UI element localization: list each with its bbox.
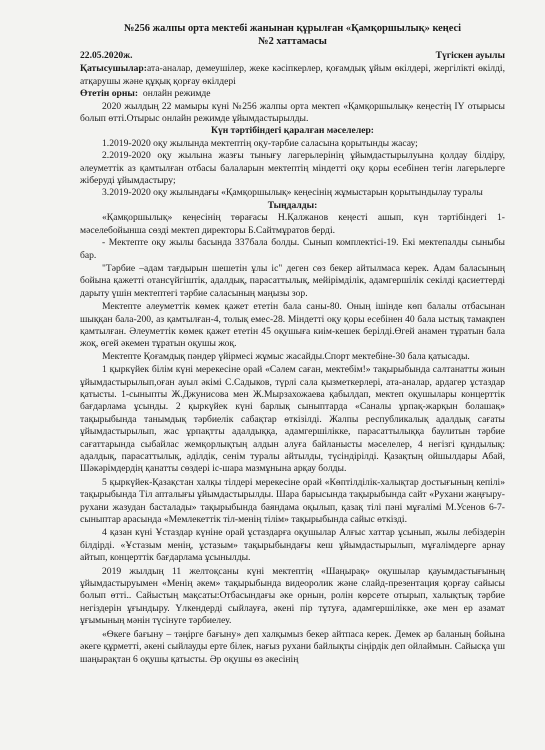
agenda-item-2: 2.2019-2020 оқу жылына жазғы тынығу лагерьлерінің ұйымдастырылуына қолдау білдіру, әлеуметтік аз қамтылған отбасы балаларын мектептің міндетті оқу қоры есебінен тегін лагерьлерге жіберуді ұйымдастыру; bbox=[80, 150, 505, 187]
participants bbox=[80, 63, 505, 88]
body-paragraph-1: «Қамқоршылық» кеңесінің төрағасы Н.Қалжанов кеңесті ашып, күн тәртібіндегі 1-мәселебойынша сөзді мектеп директоры Б.Сайтмұратов берді. bbox=[80, 212, 505, 236]
date-place-row bbox=[80, 50, 505, 62]
agenda-heading: Күн тәртібіндегі қаралған мәселелер: bbox=[210, 125, 374, 137]
meeting-place: Түгіскен ауылы bbox=[435, 50, 505, 61]
protocol-title: №256 жалпы орта мектебі жанынан құрылған «Қамқоршылық» кеңесі bbox=[123, 23, 462, 34]
body-paragraph-4: Мектепте әлеуметтік көмек қажет ететін бала саны-80. Оның ішінде көп балалы отбасынан шыққан бала-200, аз қамтылған-4, толық емес-28. Міндетті оқу қоры есебінен 40 бала ыстық тамақпен қамтылған. Әлеуметтік көмек қажет ететін 45 оқушыға киім-кешек берілді.Өгей анамен тұратын бала жоқ, өгей әкемен тұратын оқушы жоқ. bbox=[80, 301, 505, 350]
agenda-item-3: 3.2019-2020 оқу жылындағы «Қамқоршылық» кеңесінің жұмыстарын қорытындылау туралы bbox=[102, 187, 483, 199]
body-paragraph-3: "Тәрбие –адам тағдырын шешетін ұлы іс" деген сөз бекер айтылмаса керек. Адам баласының бойына қажетті отансүйгіштік, адалдық, парасаттылық, мейірімділік, адамгершілік секілді қасиеттерді дарыту үшін мектептегі тәрбие саласының маңызы зор. bbox=[80, 262, 505, 299]
agenda-item-1: 1.2019-2020 оқу жылында мектептің оқу-тәрбие саласына қорытынды жасау; bbox=[102, 137, 418, 149]
listened-heading: Тыңдалды: bbox=[267, 199, 318, 211]
venue bbox=[80, 88, 505, 100]
body-paragraph-5: Мектепте Қоғамдық пәндер үйірмесі жұмыс жасайды.Спорт мектебіне-30 бала қатысады. bbox=[102, 350, 470, 362]
body-paragraph-8: 4 қазан күні Ұстаздар күніне орай ұстаздарға оқушылар Алғыс хаттар ұсынып, жылы лебіздерін білдірді. «Ұстазым менің, ұстазым» тақырыбындағы кеш ұйымдастырылып, мұғалімдерге арнау айтып, концерттік бағдарлама ұсынылды. bbox=[80, 527, 505, 564]
venue-text: онлайн режимде bbox=[142, 88, 211, 100]
body-paragraph-9: 2019 жылдың 11 желтоқсаны күні мектептің «Шаңырақ» оқушылар қауымдастығының ұйымдастыруымен «Менің әкем» тақырыбында видеоролик және слайд-презентация қорғау сайысы болып өтті.. Сайыстың мақсаты:Отбасындағы әке орнын, ролін көрсете отырып, халықтық тәрбие негіздерін ұғындыру. Үлкендерді сыйлауға, әкені пір тұтуға, адамгершілікке, әке мен ер азамат ұғымының мәнін түсінуге тәрбиелеу. bbox=[80, 565, 505, 627]
participants-text: ата-аналар, демеушілер, жеке кәсіпкерлер, қоғамдық ұйым өкілдері, жергілікті өкілді, атқарушы және құқық қорғау өкілдері bbox=[80, 63, 505, 87]
protocol-number: №2 хаттамасы bbox=[258, 36, 327, 47]
meeting-date: 22.05.2020ж. bbox=[80, 50, 133, 61]
venue-label: Өтетін орны: bbox=[80, 88, 139, 100]
body-paragraph-2: - Мектепте оқу жылы басында 337бала болды. Сынып комплектісі-19. Екі мектепалды сыныбы бар. bbox=[80, 237, 505, 261]
body-paragraph-6: 1 қыркүйек білім күні мерекесіне орай «Сәлем саған, мектебім!» тақырыбында салтанатты жиын ұйымдастырылып,оған ауыл әкімі С.Садыков, түрлі сала қызметкерлері, ата-аналар, ардагер ұстаздар қатысты. 1-сыныпты Ж.Джунисова мен Ж.Мырзахожаева қабылдап, мектеп оқушылары концерттік бағдарлама ұсынды. 2 қыркүйек күні барлық сыныптарда «Саналы ұрпақ-жарқын болашақ» тақырыбында танымдық тәрбиелік сабақтар өткізілді. Жалпы республикалық адалдық сағаты ұйымдастырылып, жас ұрпақтты адалдыққа, адамгершілікке, парасаттылыққа баулитын тәрбие сағаттарында сыбайлас жемқорлықтың алдын алуға байланысты мәселелер, 4 негізгі құндылық: адалдық, парасаттылық, әділдік, сенім туралы айтылды, түсіндірілді. Қазақтың ойшылдары Абай, Шәкәрімдердің қанатты сөздері іс-шара мазмұнына арқау болды. bbox=[80, 364, 505, 475]
participants-label: Қатысушылар: bbox=[80, 63, 147, 75]
intro-paragraph: 2020 жылдың 22 мамыры күні №256 жалпы орта мектеп «Қамқоршылық» кеңестің ІҮ отырысы болып өтті.Отырыс онлайн режимде ұйымдастырылды. bbox=[80, 100, 505, 125]
body-paragraph-7: 5 қыркүйек-Қазақстан халқы тілдері мерекесіне орай «Көптілділік-халықтар достығының кепілі» тақырыбында Тіл апталығы ұйымдастырылды. Шара барысында тақырыбында сайт «Рухани жаңғыру-рухани жазудан басталады» тақырыбында баяндама оқылып, қазақ тілі пәні мұғалімі М.Усенов 6-7-сыныптар арасында «Мемлекеттік тіл-менің тілім» тақырыбында сайыс өткізді. bbox=[80, 476, 505, 526]
body-paragraph-10: «Өкеге бағыну – тәңірге бағыну» деп халқымыз бекер айтпаса керек. Демек әр баланың бойына әкеге құрметті, әкені сыйлауды ерте білек, нағыз рухани байлықты сіңірдік деп ойлаймын. Сайысқа үш шаңырақтан 6 оқушы қатысты. Әр оқушы өз әкесінің bbox=[80, 628, 505, 665]
